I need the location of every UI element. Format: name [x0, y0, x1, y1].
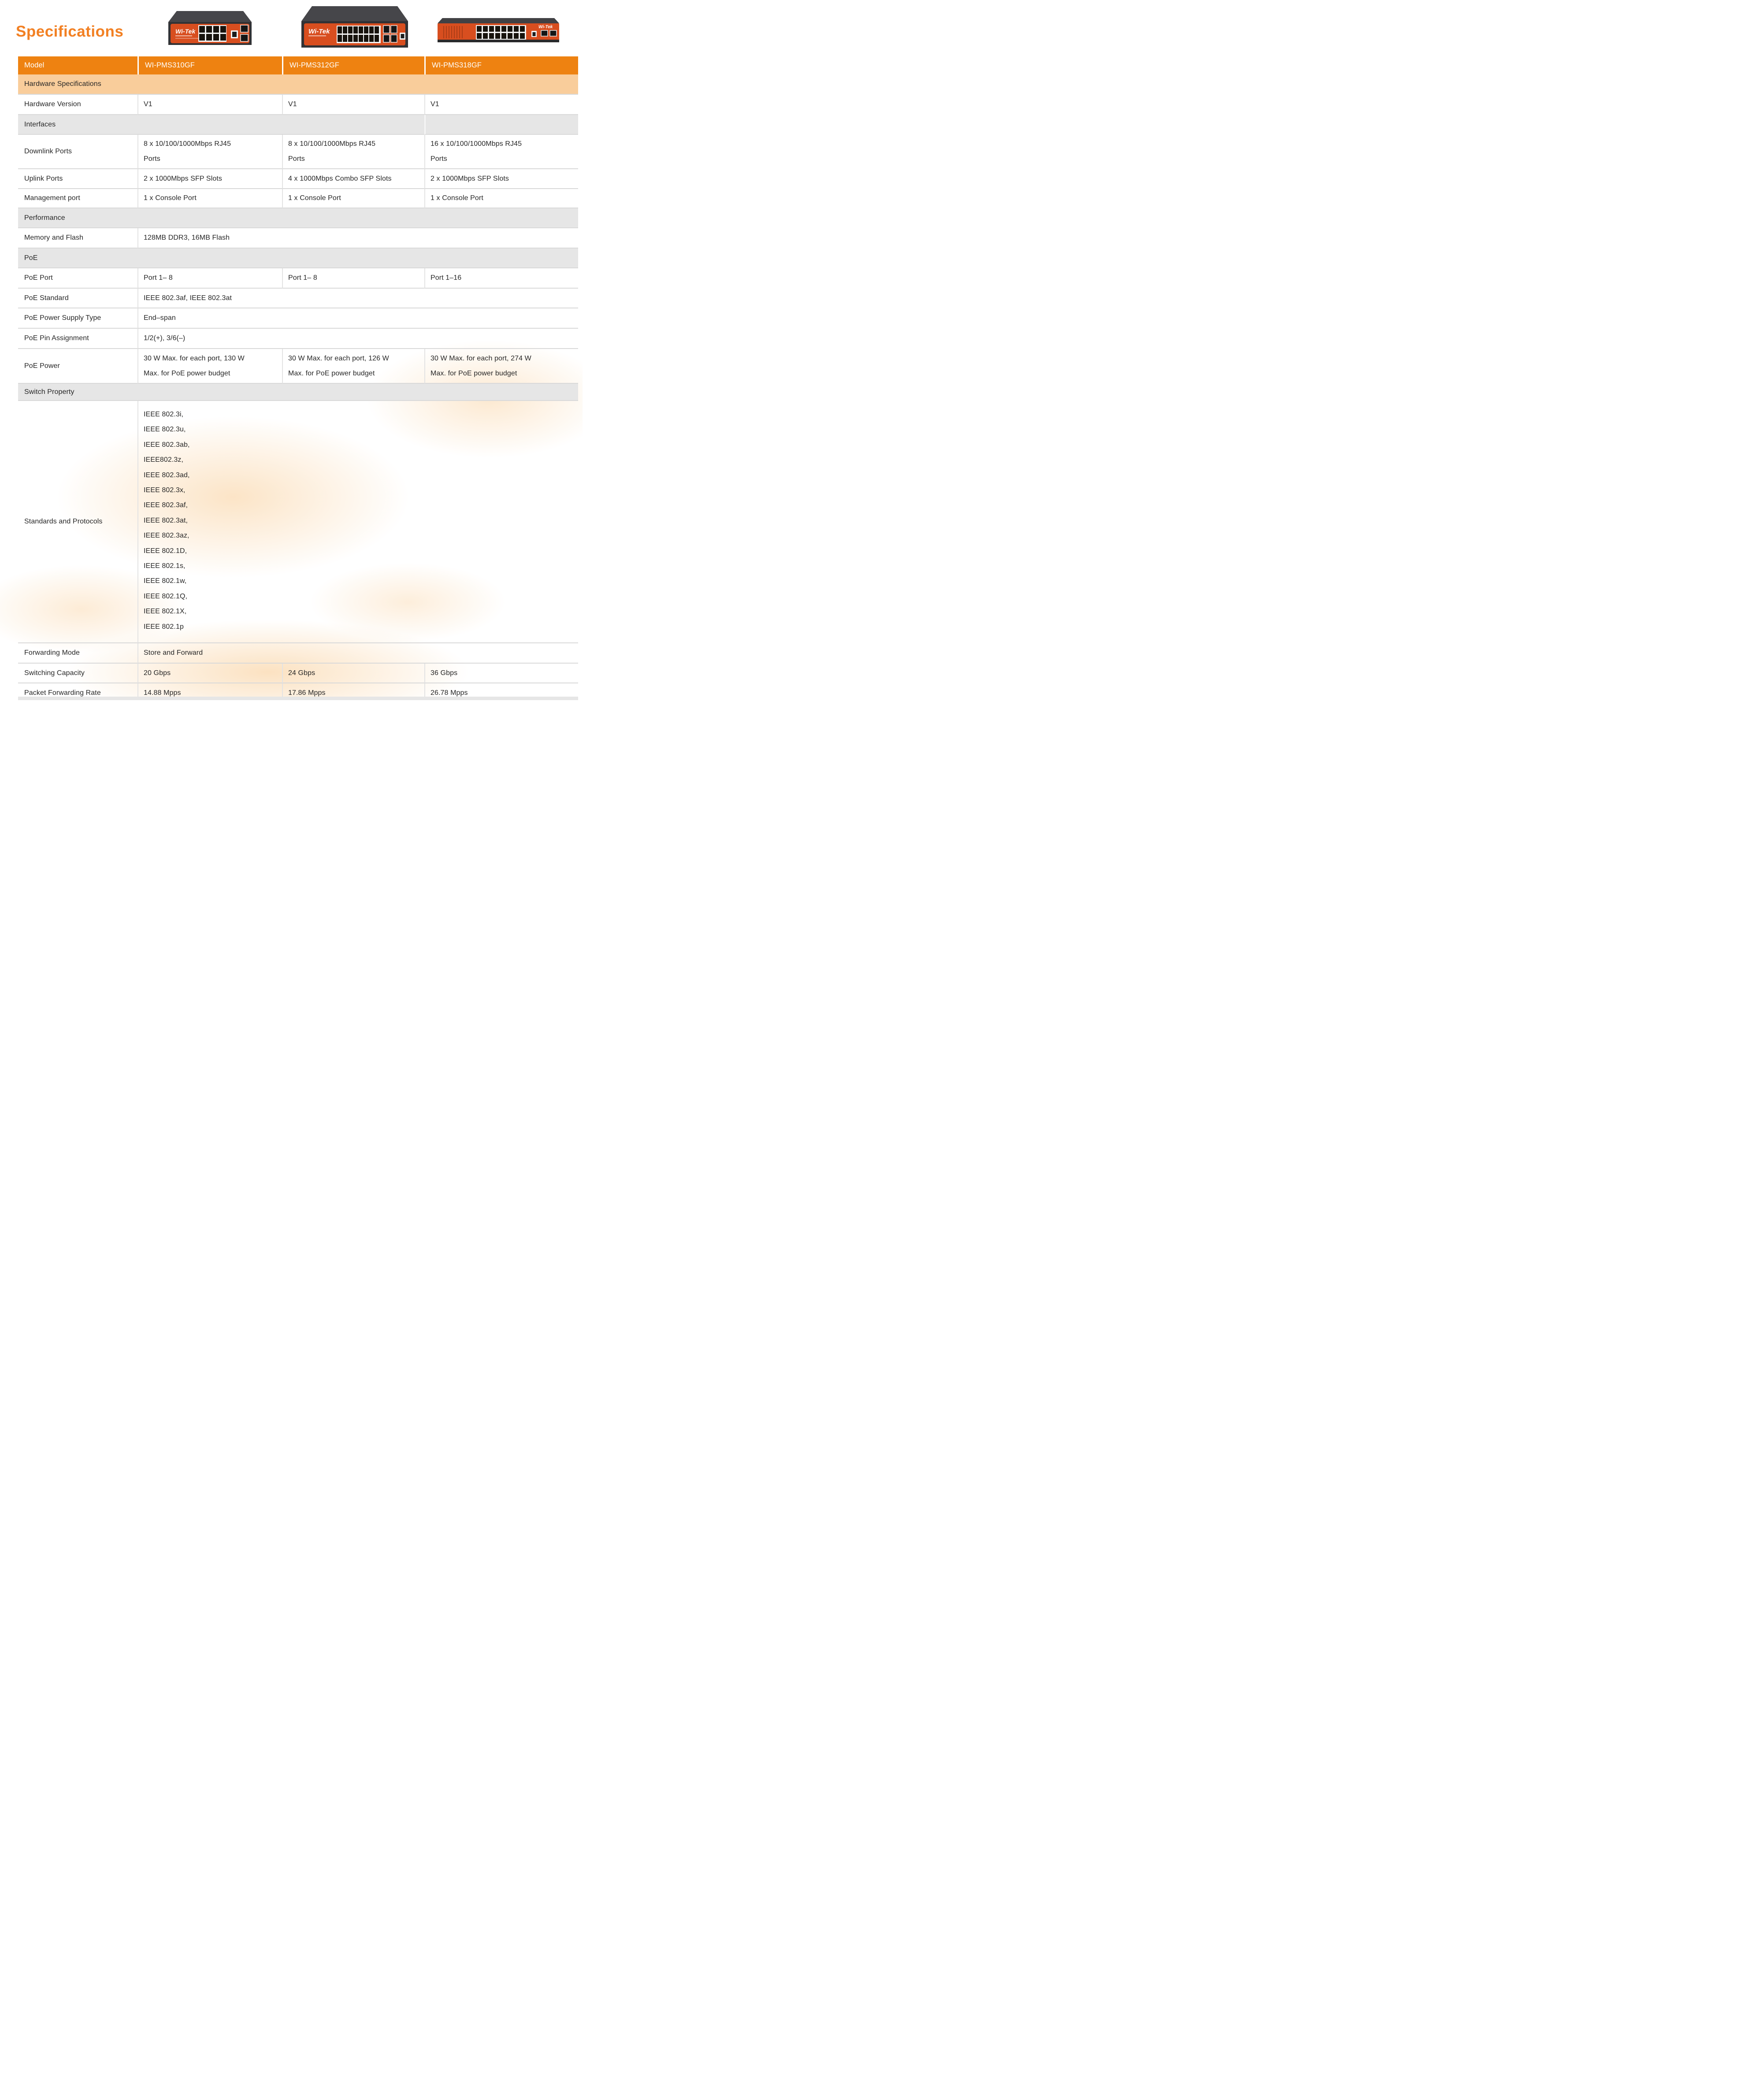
- row-label: PoE Port: [18, 268, 137, 289]
- witek-logo: Wi-Tek: [308, 28, 330, 35]
- cell-value-spanning: 128MB DDR3, 16MB Flash: [137, 228, 578, 249]
- cell-value: 2 x 1000Mbps SFP Slots: [137, 169, 282, 189]
- cell-value: 20 Gbps: [137, 664, 282, 683]
- section-band-tail: [424, 115, 578, 135]
- cell-value: V1: [424, 95, 578, 115]
- cell-value: 1 x Console Port: [424, 189, 578, 208]
- row-label: PoE Standard: [18, 289, 137, 308]
- cell-value: 4 x 1000Mbps Combo SFP Slots: [282, 169, 424, 189]
- section-label: Performance: [18, 208, 578, 228]
- cell-value: V1: [282, 95, 424, 115]
- switch-illustration-318: [435, 17, 561, 45]
- header-model-310: WI-PMS310GF: [137, 56, 282, 74]
- row-label: PoE Power Supply Type: [18, 308, 137, 329]
- row-label: Downlink Ports: [18, 135, 137, 169]
- section-label: Interfaces: [18, 115, 424, 135]
- row-poe-power: [18, 349, 578, 384]
- witek-logo: Wi-Tek: [175, 28, 196, 35]
- row-label: Switching Capacity: [18, 664, 137, 683]
- cell-value: 1 x Console Port: [137, 189, 282, 208]
- cell-value: 30 W Max. for each port, 274 W Max. for PoE power budget: [424, 349, 578, 384]
- cell-value: 8 x 10/100/1000Mbps RJ45 Ports: [282, 135, 424, 169]
- section-label: Hardware Specifications: [18, 74, 578, 95]
- witek-logo: Wi-Tek: [538, 25, 553, 30]
- cell-value: 1 x Console Port: [282, 189, 424, 208]
- cell-value-spanning: IEEE 802.3af, IEEE 802.3at: [137, 289, 578, 308]
- cell-value: 2 x 1000Mbps SFP Slots: [424, 169, 578, 189]
- cell-value: 17.86 Mpps: [282, 683, 424, 700]
- page-title: Specifications: [16, 23, 124, 40]
- section-switch-property: [18, 384, 578, 401]
- row-downlink-ports: [18, 135, 578, 169]
- row-poe-port: [18, 268, 578, 289]
- product-image-wi-pms318gf: [435, 17, 561, 47]
- cell-value: 16 x 10/100/1000Mbps RJ45 Ports: [424, 135, 578, 169]
- row-hardware-version: [18, 95, 578, 115]
- cell-value: V1: [137, 95, 282, 115]
- switch-illustration-312: [299, 5, 411, 49]
- row-memory-and-flash: [18, 228, 578, 249]
- row-poe-pin-assignment: [18, 329, 578, 349]
- cell-value-spanning: IEEE 802.3i, IEEE 802.3u, IEEE 802.3ab, IEEE802.3z, IEEE 802.3ad, IEEE 802.3x, IEEE 802.3af, IEEE 802.3at, IEEE 802.3az, IEEE 802.1D, IEEE 802.1s, IEEE 802.1w, IEEE 802.1Q, IEEE 802.1X, IEEE 802.1p: [137, 401, 578, 643]
- row-management-port: [18, 189, 578, 208]
- section-poe: [18, 249, 578, 268]
- header-model-312: WI-PMS312GF: [282, 56, 424, 74]
- row-poe-standard: [18, 289, 578, 308]
- row-switching-capacity: [18, 664, 578, 683]
- row-poe-power-supply-type: [18, 308, 578, 329]
- cell-value: 8 x 10/100/1000Mbps RJ45 Ports: [137, 135, 282, 169]
- row-label: PoE Power: [18, 349, 137, 384]
- cell-value: 24 Gbps: [282, 664, 424, 683]
- table-header-row: [18, 56, 578, 74]
- next-section-band-cut: [18, 697, 578, 700]
- row-label: Standards and Protocols: [18, 401, 137, 643]
- cell-value: Port 1–16: [424, 268, 578, 289]
- cell-value-spanning: Store and Forward: [137, 643, 578, 664]
- cell-value: 36 Gbps: [424, 664, 578, 683]
- cell-value: 30 W Max. for each port, 130 W Max. for PoE power budget: [137, 349, 282, 384]
- cell-value: Port 1– 8: [137, 268, 282, 289]
- switch-illustration-310: [165, 10, 255, 47]
- row-uplink-ports: [18, 169, 578, 189]
- section-label: PoE: [18, 249, 578, 268]
- row-forwarding-mode: [18, 643, 578, 664]
- row-standards-and-protocols: [18, 401, 578, 643]
- cell-value-spanning: 1/2(+), 3/6(–): [137, 329, 578, 349]
- row-label: Memory and Flash: [18, 228, 137, 249]
- specifications-table: [18, 56, 578, 700]
- section-label: Switch Property: [18, 384, 578, 401]
- row-label: Uplink Ports: [18, 169, 137, 189]
- product-image-wi-pms310gf: [165, 10, 255, 49]
- header-model-318: WI-PMS318GF: [424, 56, 578, 74]
- section-hardware-specifications: [18, 74, 578, 95]
- cell-value: 26.78 Mpps: [424, 683, 578, 700]
- section-interfaces: [18, 115, 578, 135]
- row-label: PoE Pin Assignment: [18, 329, 137, 349]
- row-label: Forwarding Mode: [18, 643, 137, 664]
- spec-sheet-page: [0, 0, 583, 700]
- header-model-label: Model: [18, 56, 137, 74]
- cell-value: 30 W Max. for each port, 126 W Max. for PoE power budget: [282, 349, 424, 384]
- cell-value-spanning: End–span: [137, 308, 578, 329]
- row-label: Packet Forwarding Rate: [18, 683, 137, 700]
- section-performance: [18, 208, 578, 228]
- row-label: Hardware Version: [18, 95, 137, 115]
- product-image-wi-pms312gf: [299, 5, 411, 52]
- cell-value: 14.88 Mpps: [137, 683, 282, 700]
- row-label: Management port: [18, 189, 137, 208]
- cell-value: Port 1– 8: [282, 268, 424, 289]
